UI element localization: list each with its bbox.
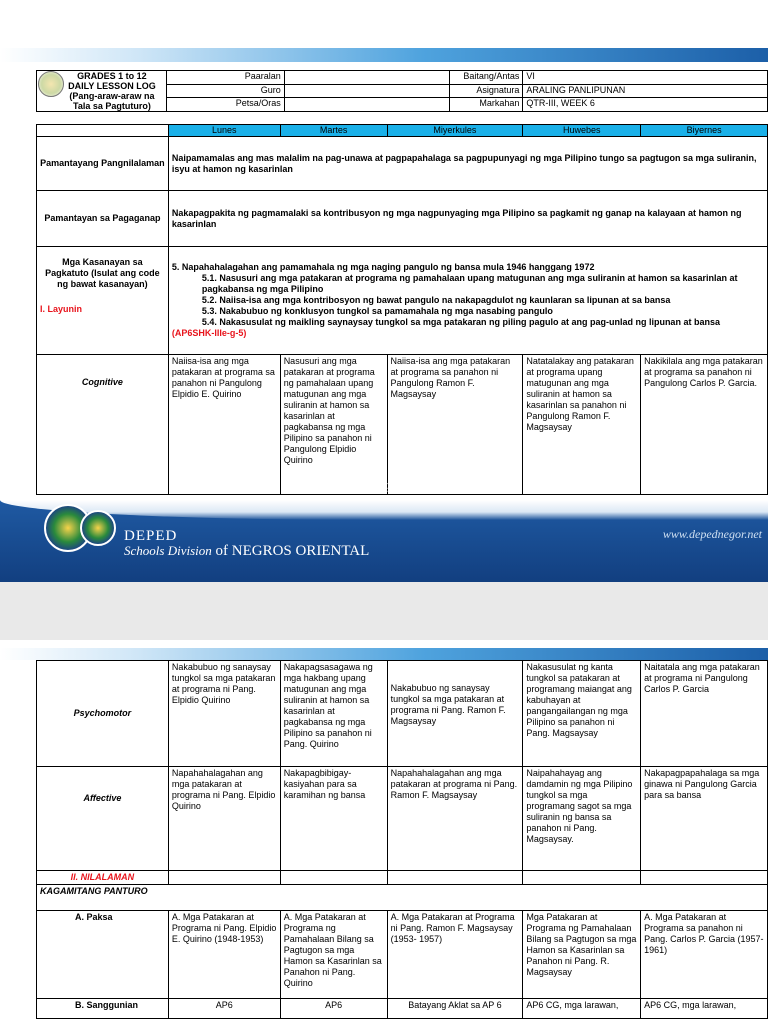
cognitive-cell: Naiisa-isa ang mga patakaran at programa sa panahon ni Pangulong Ramon F. Magsaysay — [387, 355, 523, 495]
affective-cell: Napahahalagahan ang mga patakaran at programa ni Pang. Elpidio Quirino — [168, 767, 280, 871]
pamantayang-pangnilalaman-text: Naipamamalas ang mas malalim na pag-unawa at pagpapahalaga sa pagpupunyagi ng mga Pilipino tungo sa pagtugon sa mga suliranin, isyu at hamon ng kasarinlan — [168, 137, 767, 191]
guro-value[interactable] — [284, 84, 450, 98]
paaralan-label: Paaralan — [166, 71, 284, 85]
header-band — [0, 648, 768, 660]
asignatura-label: Asignatura — [450, 84, 523, 98]
dll-title-line: GRADES 1 to 12 — [77, 71, 147, 81]
sanggunian-cell: AP6 CG, mga larawan, — [641, 999, 768, 1019]
pamantayang-pangnilalaman-row — [37, 137, 768, 191]
kasanayan-item: 5.1. Nasusuri ang mga patakaran at programa ng pamahalaan upang matugunan ang mga suliranin at hamon sa kasarinlan at pagkabansa ng mga Pilipino — [201, 273, 738, 294]
kasanayan-row — [37, 247, 768, 355]
sanggunian-cell: AP6 — [280, 999, 387, 1019]
paksa-cell: Mga Patakaran at Programa ng Pamahalaan Bilang sa Pagtugon sa mga Hamon sa Kasarinlan sa Panahon ni Pang. R. Magsaysay — [523, 911, 641, 999]
psychomotor-cell: Nakapagsasagawa ng mga hakbang upang matugunan ang mga suliranin at hamon sa kasarinlan at pagkabansa ng mga Pilipino sa panahon ni Pang. Quirino — [280, 661, 387, 767]
pamantayan-pagaganap-label: Pamantayan sa Pagaganap — [37, 191, 169, 247]
paksa-label: A. Paksa — [37, 911, 169, 999]
nilalaman-cell — [523, 871, 641, 885]
psychomotor-label: Psychomotor — [37, 661, 169, 767]
guro-label: Guro — [166, 84, 284, 98]
dll-title-line: DAILY LESSON LOG — [68, 81, 156, 91]
nilalaman-row — [37, 871, 768, 885]
affective-cell: Naipahahayag ang damdamin ng mga Pilipino tungkol sa mga programang sagot sa mga suliranin ng bansa sa panahon ni Pang. Magsaysay. — [523, 767, 641, 871]
nilalaman-cell — [168, 871, 280, 885]
cognitive-cell: Natatalakay ang patakaran at programa upang matugunan ang mga suliranin at hamon sa kasarinlan sa panahon ni Pangulong Ramon F. Magsaysay — [523, 355, 641, 495]
sanggunian-row — [37, 999, 768, 1019]
sanggunian-label: B. Sanggunian — [37, 999, 169, 1019]
kasanayan-label-cell — [37, 247, 169, 355]
petsa-label: Petsa/Oras — [166, 98, 284, 112]
header-table — [36, 70, 768, 112]
kasanayan-item: 5.2. Naiisa-isa ang mga kontribosyon ng bawat pangulo na nakapagdulot ng kaunlaran sa lipunan at sa bansa — [201, 295, 671, 305]
kagamitang-label — [37, 885, 768, 911]
lesson-log-table — [36, 124, 768, 495]
affective-row — [37, 767, 768, 871]
deped-wordmark: DEPED — [124, 528, 178, 544]
sanggunian-cell: Batayang Aklat sa AP 6 — [387, 999, 523, 1019]
pamantayang-pangnilalaman-label: Pamantayang Pangnilalaman — [37, 137, 169, 191]
paksa-cell: A. Mga Patakaran at Programa ni Pang. Elpidio E. Quirino (1948-1953) — [168, 911, 280, 999]
lesson-log-table-continued — [36, 660, 768, 1019]
nilalaman-label: II. NILALAMAN — [37, 871, 169, 885]
day-biyernes: Biyernes — [641, 125, 768, 137]
paksa-cell: A. Mga Patakaran at Programa ng Pamahalaan Bilang sa Pagtugon sa mga Hamon sa Kasarinlan sa Panahon ni Pang. Quirino — [280, 911, 387, 999]
psychomotor-cell: Nakabubuo ng sanaysay tungkol sa mga patakaran at programa ni Pang. Ramon F. Magsaysay — [387, 661, 523, 767]
kasanayan-text — [168, 247, 767, 355]
markahan-value[interactable]: QTR-III, WEEK 6 — [523, 98, 768, 112]
day-martes: Martes — [280, 125, 387, 137]
watermark-date: 29, 2017 — [376, 480, 427, 495]
psychomotor-cell: Nakabubuo ng sanaysay tungkol sa mga patakaran at programa ni Pang. Elpidio Quirino — [168, 661, 280, 767]
day-miyerkules: Miyerkules — [387, 125, 523, 137]
affective-cell: Nakapagbibigay-kasiyahan para sa karamihan ng bansa — [280, 767, 387, 871]
division-seal-icon — [80, 510, 116, 546]
footer-wave — [0, 500, 768, 520]
baitang-value[interactable]: VI — [523, 71, 768, 85]
markahan-label: Markahan — [450, 98, 523, 112]
dll-title-line: (Pang-araw-araw na — [69, 91, 155, 101]
psychomotor-cell: Naitatala ang mga patakaran at programa ni Pangulong Carlos P. Garcia — [641, 661, 768, 767]
affective-cell: Napahahalagahan ang mga patakaran at programa ni Pang. Ramon F. Magsaysay — [387, 767, 523, 871]
psychomotor-row — [37, 661, 768, 767]
day-header-row — [37, 125, 768, 137]
paksa-row — [37, 911, 768, 999]
division-schools: Schools Division — [124, 543, 212, 558]
baitang-label: Baitang/Antas — [450, 71, 523, 85]
petsa-value[interactable] — [284, 98, 450, 112]
day-lunes: Lunes — [168, 125, 280, 137]
cognitive-cell: Nasusuri ang mga patakaran at programa ng pamahalaan upang matugunan ang mga suliranin at hamon sa kasarinlan at pagkabansa ng mga Pilipino sa panahon ni Pangulong Elpidio Quirino — [280, 355, 387, 495]
paksa-cell: A. Mga Patakaran at Programa ni Pang. Ramon F. Magsaysay (1953- 1957) — [387, 911, 523, 999]
deped-footer-banner — [0, 500, 768, 582]
paaralan-value[interactable] — [284, 71, 450, 85]
affective-label: Affective — [37, 767, 169, 871]
kasanayan-item: 5.3. Nakabubuo ng konklusyon tungkol sa pamamahala ng mga nasabing pangulo — [201, 306, 553, 316]
kasanayan-item: 5.4. Nakasusulat ng maikling saynaysay tungkol sa mga patakaran ng piling pagulo at ang pag-unlad ng lipunan at bansa — [201, 317, 720, 327]
cognitive-row — [37, 355, 768, 495]
sanggunian-cell: AP6 — [168, 999, 280, 1019]
dll-title-line: Tala sa Pagtuturo) — [73, 101, 151, 111]
kasanayan-item: 5. Napahahalagahan ang pamamahala ng mga naging pangulo ng bansa mula 1946 hanggang 1972 — [171, 262, 595, 272]
kasanayan-code: (AP6SHK-IIIe-g-5) — [171, 328, 247, 338]
dll-title — [37, 71, 167, 112]
day-huwebes: Huwebes — [523, 125, 641, 137]
kasanayan-label: Mga Kasanayan sa Pagkatuto (Isulat ang code ng bawat kasanayan) — [45, 257, 160, 289]
cognitive-cell: Naiisa-isa ang mga patakaran at programa sa panahon ni Pangulong Elpidio E. Quirino — [168, 355, 280, 495]
header-band — [0, 48, 768, 62]
sanggunian-cell: AP6 CG, mga larawan, — [523, 999, 641, 1019]
kagamitang-row — [37, 885, 768, 911]
psychomotor-cell: Nakasusulat ng kanta tungkol sa patakaran at programang maiangat ang kabuhayan at pangangailangan ng mga Pilipino sa panahon ni Pang. Magsaysay — [523, 661, 641, 767]
pamantayan-pagaganap-row — [37, 191, 768, 247]
nilalaman-cell — [387, 871, 523, 885]
nilalaman-cell — [280, 871, 387, 885]
layunin-label: I. Layunin — [40, 304, 83, 314]
deped-url: www.depednegor.net — [662, 527, 762, 541]
affective-cell: Nakapagpapahalaga sa mga ginawa ni Pangulong Garcia para sa bansa — [641, 767, 768, 871]
cognitive-cell: Nakikilala ang mga patakaran at programa sa panahon ni Pangulong Carlos P. Garcia. — [641, 355, 768, 495]
division-name — [124, 543, 369, 560]
pamantayan-pagaganap-text: Nakapagpakita ng pagmamalaki sa kontribusyon ng mga nagpunyaging mga Pilipino sa pagkamit ng ganap na kalayaan at hamon ng kasarinlan — [168, 191, 767, 247]
kagamitang-label-text: KAGAMITANG PANTURO — [40, 886, 148, 896]
cognitive-label: Cognitive — [37, 355, 169, 495]
division-negros: of NEGROS ORIENTAL — [215, 543, 370, 559]
asignatura-value[interactable]: ARALING PANLIPUNAN — [523, 84, 768, 98]
paksa-cell: A. Mga Patakaran at Programa sa panahon ni Pang. Carlos P. Garcia (1957-1961) — [641, 911, 768, 999]
day-header-blank — [37, 125, 169, 137]
nilalaman-cell — [641, 871, 768, 885]
